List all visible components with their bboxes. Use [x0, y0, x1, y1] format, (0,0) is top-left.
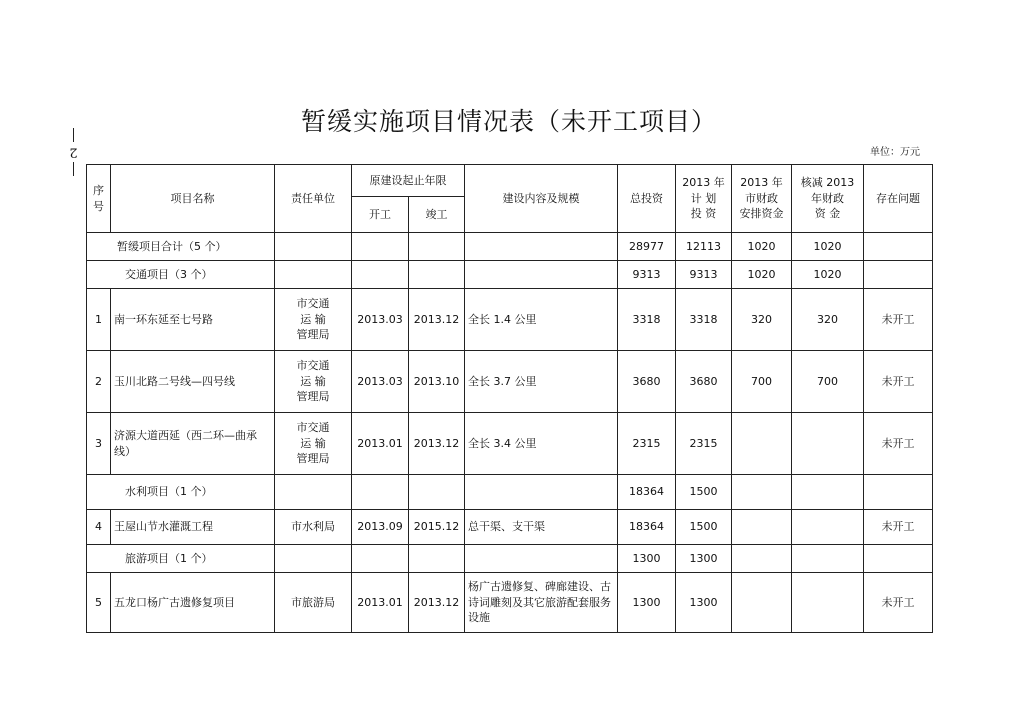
header-period: 原建设起止年限	[352, 165, 465, 197]
header-fiscal	[732, 165, 792, 233]
project-name: 南一环东延至七号路	[111, 289, 275, 351]
project-row	[87, 510, 933, 545]
project-start: 2013.09	[352, 510, 409, 545]
project-plan: 1300	[676, 573, 732, 633]
project-unit: 市水利局	[275, 510, 352, 545]
header-plan-l1: 2013 年	[682, 175, 725, 189]
project-name: 济源大道西延（西二环—曲承线）	[111, 413, 275, 475]
project-unit-l1: 市交通	[296, 296, 330, 310]
project-name: 五龙口杨广古遗修复项目	[111, 573, 275, 633]
project-end: 2013.10	[409, 351, 465, 413]
header-cut	[792, 165, 864, 233]
project-content: 全长 3.4 公里	[465, 413, 618, 475]
header-seq: 序号	[87, 165, 111, 233]
project-issue: 未开工	[864, 573, 933, 633]
cell-empty	[352, 545, 409, 573]
group-fiscal	[732, 545, 792, 573]
group-row-water	[87, 475, 933, 510]
header-unit: 责任单位	[275, 165, 352, 233]
header-cut-l3: 资 金	[814, 207, 841, 221]
cell-empty	[409, 545, 465, 573]
group-total: 9313	[618, 261, 676, 289]
project-fiscal	[732, 573, 792, 633]
page-number-dash-top	[73, 128, 74, 142]
project-end: 2013.12	[409, 413, 465, 475]
cell-empty	[465, 475, 618, 510]
project-total: 3680	[618, 351, 676, 413]
header-total: 总投资	[618, 165, 676, 233]
project-fiscal	[732, 413, 792, 475]
project-content: 杨广古遗修复、碑廊建设、古诗词雕刻及其它旅游配套服务设施	[465, 573, 618, 633]
cell-empty	[465, 261, 618, 289]
header-row-1	[87, 165, 933, 197]
page-number-value: 2	[68, 144, 78, 160]
group-row-tourism	[87, 545, 933, 573]
project-end: 2013.12	[409, 573, 465, 633]
project-name: 玉川北路二号线—四号线	[111, 351, 275, 413]
project-start: 2013.03	[352, 351, 409, 413]
header-fiscal-l3: 安排资金	[739, 207, 784, 221]
project-plan: 2315	[676, 413, 732, 475]
group-label: 水利项目（1 个）	[87, 475, 275, 510]
group-plan: 9313	[676, 261, 732, 289]
cell-empty	[275, 233, 352, 261]
project-unit-l3: 管理局	[296, 390, 330, 404]
project-unit	[275, 351, 352, 413]
header-plan-l2: 计 划	[690, 191, 717, 205]
cell-empty	[352, 233, 409, 261]
project-start: 2013.01	[352, 413, 409, 475]
total-row-plan: 12113	[676, 233, 732, 261]
group-plan: 1500	[676, 475, 732, 510]
header-content: 建设内容及规模	[465, 165, 618, 233]
project-row	[87, 413, 933, 475]
project-cut	[792, 510, 864, 545]
page-number-dash-bottom	[73, 162, 74, 176]
cell-empty	[409, 475, 465, 510]
project-plan: 1500	[676, 510, 732, 545]
group-cut: 1020	[792, 261, 864, 289]
page-title: 暂缓实施项目情况表（未开工项目）	[300, 107, 717, 136]
cell-empty	[409, 233, 465, 261]
project-start: 2013.01	[352, 573, 409, 633]
project-total: 18364	[618, 510, 676, 545]
project-content: 全长 3.7 公里	[465, 351, 618, 413]
project-issue: 未开工	[864, 289, 933, 351]
total-row-fiscal: 1020	[732, 233, 792, 261]
project-name: 王屋山节水灌溉工程	[111, 510, 275, 545]
cell-empty	[864, 475, 933, 510]
project-issue: 未开工	[864, 510, 933, 545]
project-cut: 320	[792, 289, 864, 351]
group-cut	[792, 545, 864, 573]
project-plan: 3680	[676, 351, 732, 413]
project-seq: 1	[87, 289, 111, 351]
project-plan: 3318	[676, 289, 732, 351]
group-label: 旅游项目（1 个）	[87, 545, 275, 573]
cell-empty	[864, 233, 933, 261]
project-unit-l2: 运 输	[300, 312, 326, 326]
group-row-transport	[87, 261, 933, 289]
project-unit: 市旅游局	[275, 573, 352, 633]
header-start: 开工	[352, 197, 409, 233]
cell-empty	[275, 545, 352, 573]
group-total: 1300	[618, 545, 676, 573]
cell-empty	[352, 475, 409, 510]
project-row	[87, 573, 933, 633]
project-unit-l2: 运 输	[300, 374, 326, 388]
total-row	[87, 233, 933, 261]
project-seq: 3	[87, 413, 111, 475]
header-cut-l1: 核减 2013	[800, 175, 855, 189]
project-unit-l1: 市交通	[296, 358, 330, 372]
group-label: 交通项目（3 个）	[87, 261, 275, 289]
project-fiscal	[732, 510, 792, 545]
project-fiscal: 320	[732, 289, 792, 351]
group-fiscal	[732, 475, 792, 510]
cell-empty	[465, 233, 618, 261]
group-fiscal: 1020	[732, 261, 792, 289]
projects-table	[86, 164, 933, 633]
page-number	[62, 122, 84, 182]
cell-empty	[275, 261, 352, 289]
project-unit-l3: 管理局	[296, 452, 330, 466]
total-row-cut: 1020	[792, 233, 864, 261]
project-content: 全长 1.4 公里	[465, 289, 618, 351]
header-end: 竣工	[409, 197, 465, 233]
total-row-label: 暂缓项目合计（5 个）	[87, 233, 275, 261]
cell-empty	[352, 261, 409, 289]
project-unit	[275, 289, 352, 351]
project-total: 1300	[618, 573, 676, 633]
project-cut: 700	[792, 351, 864, 413]
header-fiscal-l2: 市财政	[745, 191, 778, 205]
project-issue: 未开工	[864, 351, 933, 413]
project-unit-l3: 管理局	[296, 328, 330, 342]
project-seq: 5	[87, 573, 111, 633]
header-cut-l2: 年财政	[811, 191, 844, 205]
project-end: 2015.12	[409, 510, 465, 545]
project-issue: 未开工	[864, 413, 933, 475]
project-end: 2013.12	[409, 289, 465, 351]
project-unit-l2: 运 输	[300, 436, 326, 450]
cell-empty	[864, 545, 933, 573]
cell-empty	[275, 475, 352, 510]
header-issue: 存在问题	[864, 165, 933, 233]
project-unit	[275, 413, 352, 475]
group-plan: 1300	[676, 545, 732, 573]
project-unit-l1: 市交通	[296, 420, 330, 434]
project-content: 总干渠、支干渠	[465, 510, 618, 545]
unit-label: 单位：万元	[870, 147, 920, 158]
project-total: 3318	[618, 289, 676, 351]
total-row-total: 28977	[618, 233, 676, 261]
cell-empty	[409, 261, 465, 289]
project-row	[87, 351, 933, 413]
cell-empty	[864, 261, 933, 289]
project-start: 2013.03	[352, 289, 409, 351]
header-name: 项目名称	[111, 165, 275, 233]
project-seq: 4	[87, 510, 111, 545]
group-total: 18364	[618, 475, 676, 510]
project-seq: 2	[87, 351, 111, 413]
group-cut	[792, 475, 864, 510]
project-total: 2315	[618, 413, 676, 475]
cell-empty	[465, 545, 618, 573]
project-row	[87, 289, 933, 351]
project-cut	[792, 413, 864, 475]
project-fiscal: 700	[732, 351, 792, 413]
header-plan	[676, 165, 732, 233]
header-fiscal-l1: 2013 年	[740, 175, 783, 189]
project-cut	[792, 573, 864, 633]
header-plan-l3: 投 资	[690, 207, 717, 221]
